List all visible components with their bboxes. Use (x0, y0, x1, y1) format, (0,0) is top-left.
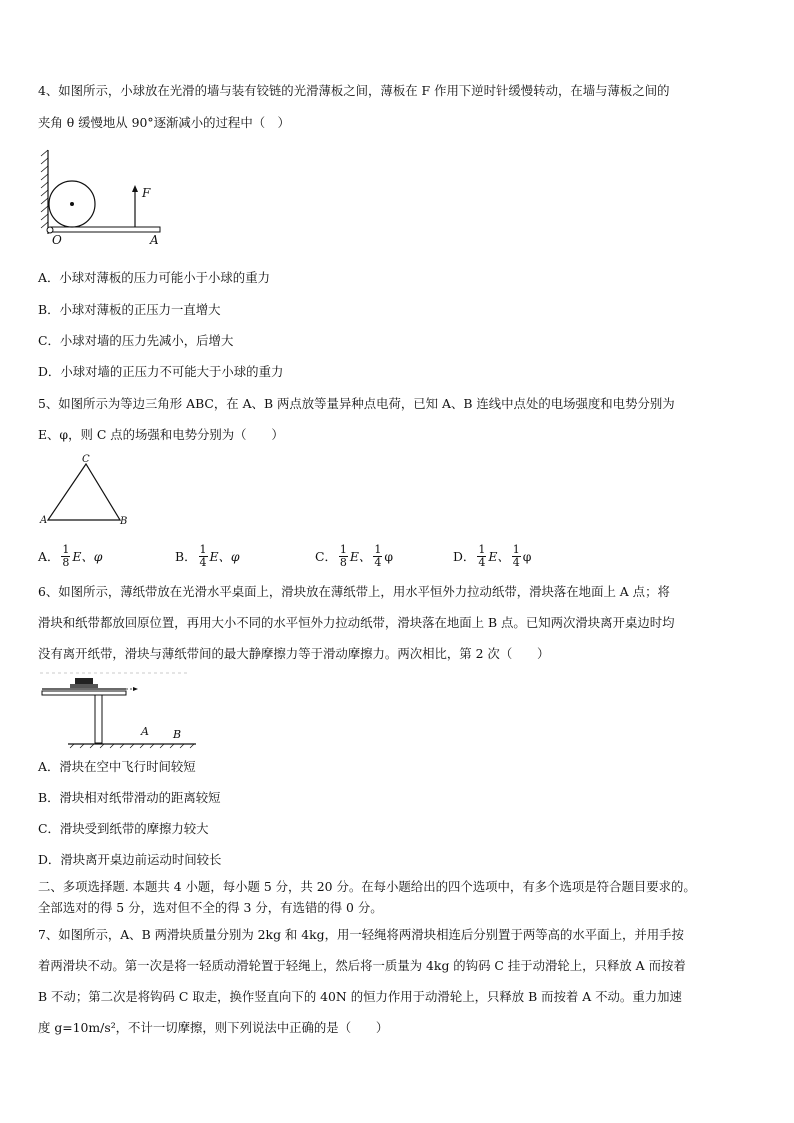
q4-label-A: A (150, 233, 159, 247)
q5-option-c-num-1: 1 (339, 542, 347, 556)
q5-option-d-den-2: 4 (512, 555, 520, 569)
q5-option-d-den-1: 4 (478, 555, 486, 569)
q5-option-c-fraction-2 (373, 544, 382, 569)
q5-option-b-rest: E、φ (209, 549, 240, 564)
q4-label-F: F (142, 186, 151, 200)
q5-option-a-num: 1 (62, 542, 70, 556)
q5-label-B: B (120, 516, 128, 527)
q5-option-b-den: 4 (199, 555, 207, 569)
q6-option-c: C．滑块受到纸带的摩擦力较大 (38, 821, 209, 836)
q5-label-A: A (40, 515, 48, 526)
q4-label-O: O (52, 233, 62, 247)
q7-stem-line-3: B 不动；第二次是将钩码 C 取走，换作竖直向下的 40N 的恒力作用于动滑轮上，只释放 B 而按着 A 不动。重力加速 (38, 989, 682, 1004)
q5-option-c-fraction-1 (339, 544, 348, 569)
q5-option-a (38, 540, 102, 572)
q5-option-d-num-2: 1 (512, 542, 520, 556)
q5-option-c-den-1: 8 (339, 555, 347, 569)
q5-option-d-fraction-2 (512, 544, 521, 569)
q5-option-d-letter: D． (453, 549, 476, 564)
q6-option-a: A．滑块在空中飞行时间较短 (38, 759, 196, 774)
section2-heading-line-2: 全部选对的得 5 分，选对但不全的得 3 分，有选错的得 0 分。 (38, 900, 383, 915)
q6-figure (38, 670, 198, 750)
q6-label-A: A (141, 725, 149, 738)
q4-option-c: C．小球对墙的压力先减小，后增大 (38, 333, 234, 348)
q7-stem-line-2: 着两滑块不动。第一次是将一轻质动滑轮置于轻绳上，然后将一质量为 4kg 的钩码 C 挂于动滑轮上，只释放 A 而按着 (38, 958, 686, 973)
q4-figure (38, 150, 178, 250)
q5-option-b (175, 540, 240, 572)
q5-option-d-rest-1: E、 (488, 549, 510, 564)
q5-option-c (315, 540, 393, 572)
q5-option-b-num: 1 (199, 542, 207, 556)
q6-option-b: B．滑块相对纸带滑动的距离较短 (38, 790, 221, 805)
q5-option-c-rest-2: φ (384, 548, 393, 564)
q5-label-C: C (82, 454, 90, 465)
q5-option-d-rest-2: φ (522, 548, 532, 564)
q5-option-c-rest-1: E、 (349, 549, 372, 564)
q5-option-c-letter: C． (315, 549, 337, 564)
q5-figure (38, 454, 138, 529)
q4-stem-line-1: 4、如图所示，小球放在光滑的墙与装有铰链的光滑薄板之间，薄板在 F 作用下逆时针缓慢转动，在墙与薄板之间的 (38, 83, 670, 98)
q4-stem-line-2: 夹角 θ 缓慢地从 90°逐渐减小的过程中（ ） (38, 115, 290, 130)
q7-stem-line-1: 7、如图所示，A、B 两滑块质量分别为 2kg 和 4kg，用一轻绳将两滑块相连后分别置于两等高的水平面上，并用手按 (38, 927, 684, 942)
q4-option-b: B．小球对薄板的正压力一直增大 (38, 302, 221, 317)
q5-option-d (453, 540, 531, 572)
section2-heading-line-1: 二、多项选择题. 本题共 4 小题，每小题 5 分，共 20 分。在每小题给出的四个选项中，有多个选项是符合题目要求的。 (38, 879, 696, 894)
q5-stem-line-1: 5、如图所示为等边三角形 ABC，在 A、B 两点放等量异种点电荷，已知 A、B 连线中点处的电场强度和电势分别为 (38, 396, 675, 411)
q5-stem-line-2: E、φ，则 C 点的场强和电势分别为（ ） (38, 427, 284, 442)
q6-stem-line-1: 6、如图所示，薄纸带放在光滑水平桌面上，滑块放在薄纸带上，用水平恒外力拉动纸带，滑块落在地面上 A 点；将 (38, 584, 670, 599)
q6-stem-line-3: 没有离开纸带，滑块与薄纸带间的最大静摩擦力等于滑动摩擦力。两次相比，第 2 次（ ） (38, 646, 550, 661)
q4-option-a: A．小球对薄板的压力可能小于小球的重力 (38, 270, 270, 285)
q5-option-a-den: 8 (62, 555, 70, 569)
q4-option-d: D．小球对墙的正压力不可能大于小球的重力 (38, 364, 284, 379)
q5-option-d-num-1: 1 (478, 542, 486, 556)
q5-option-a-letter: A． (38, 549, 60, 564)
q5-option-a-rest: E、φ (72, 549, 103, 564)
q5-option-c-num-2: 1 (374, 542, 382, 556)
q6-stem-line-2: 滑块和纸带都放回原位置，再用大小不同的水平恒外力拉动纸带，滑块落在地面上 B 点。已知两次滑块离开桌边时均 (38, 615, 675, 630)
q6-label-B: B (173, 728, 182, 741)
q5-option-d-fraction-1 (477, 544, 486, 569)
q5-option-a-fraction (61, 544, 70, 569)
q7-stem-line-4: 度 g=10m/s²，不计一切摩擦，则下列说法中正确的是（ ） (38, 1020, 389, 1035)
q5-option-c-den-2: 4 (374, 555, 382, 569)
q5-option-b-letter: B． (175, 549, 197, 564)
q6-option-d: D．滑块离开桌边前运动时间较长 (38, 852, 222, 867)
q5-option-b-fraction (199, 544, 208, 569)
